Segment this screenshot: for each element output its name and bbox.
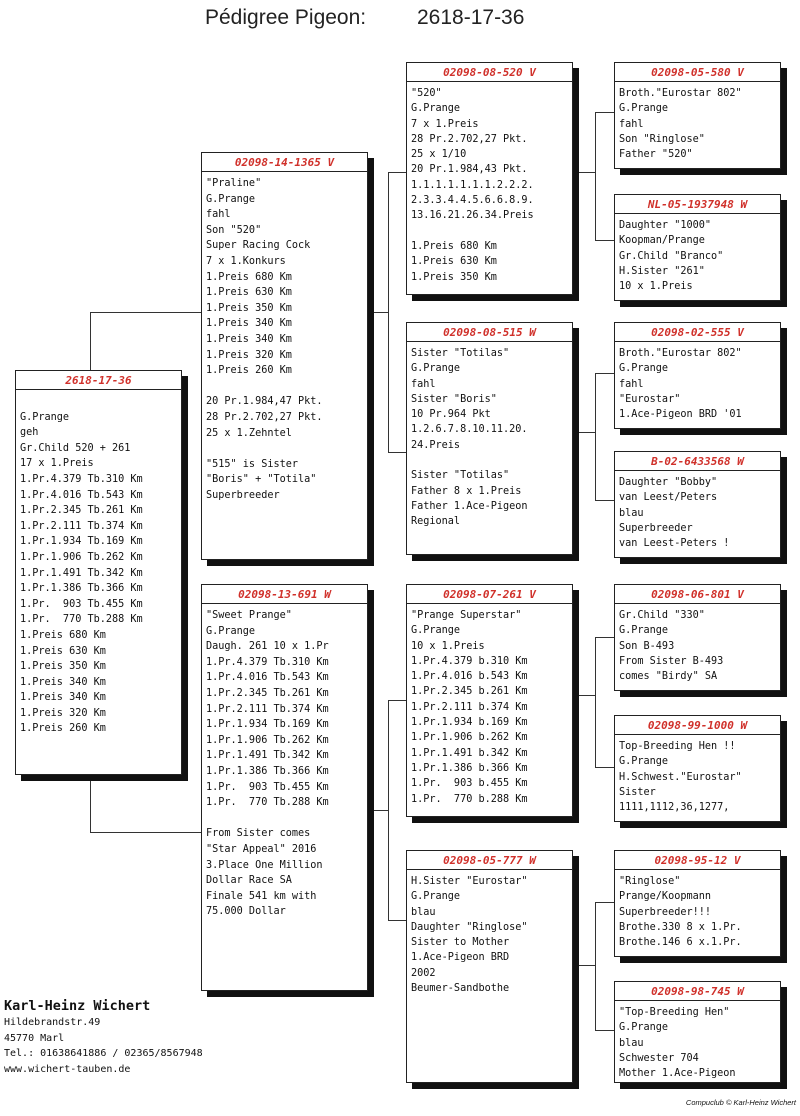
card-line: "Star Appeal" 2016 bbox=[206, 843, 317, 855]
card-line: van Leest/Peters bbox=[619, 492, 718, 504]
card-line: Father 8 x 1.Preis bbox=[411, 485, 522, 497]
connector-line bbox=[595, 637, 596, 767]
card-text bbox=[619, 86, 776, 162]
connector-line bbox=[595, 112, 596, 240]
card-line: H.Sister "Eurostar" bbox=[411, 876, 528, 887]
card-line: 2002 bbox=[411, 967, 436, 979]
card-line: "Prange Superstar" bbox=[411, 610, 522, 621]
card-line: 10 x 1.Preis bbox=[619, 281, 693, 293]
card-line: 1.Pr.4.379 Tb.310 Km bbox=[206, 656, 329, 668]
card-line: 1.Ace-Pigeon BRD bbox=[411, 952, 510, 964]
connector-line bbox=[573, 172, 595, 173]
card-line: 1.Preis 350 Km bbox=[206, 302, 292, 314]
card-line: 1.Pr.1.386 Tb.366 Km bbox=[206, 765, 329, 777]
ring-number: 02098-06-801 V bbox=[615, 588, 780, 604]
connector-line bbox=[573, 432, 595, 433]
card-line: "Praline" bbox=[206, 178, 262, 189]
card-line: 20 Pr.1.984,47 Pkt. bbox=[206, 396, 323, 408]
card-line: Regional bbox=[411, 516, 461, 528]
card-line: 1.Pr.1.934 Tb.169 Km bbox=[206, 719, 329, 731]
card-line: Son "520" bbox=[206, 224, 262, 236]
card-line: G.Prange bbox=[411, 103, 461, 115]
card-line: H.Schwest."Eurostar" bbox=[619, 771, 742, 783]
pedigree-card-fmf bbox=[614, 322, 781, 429]
card-line: 1.Preis 340 Km bbox=[20, 692, 106, 704]
card-line: Son "Ringlose" bbox=[619, 133, 705, 145]
ring-number: 02098-14-1365 V bbox=[202, 156, 367, 172]
card-line: Prange/Koopmann bbox=[619, 891, 712, 903]
card-line: 1.Preis 340 Km bbox=[206, 318, 292, 330]
card-line: "520" bbox=[411, 88, 442, 99]
card-line: G.Prange bbox=[206, 625, 256, 637]
card-line: 1.Pr.1.906 b.262 Km bbox=[411, 732, 528, 744]
page-title bbox=[0, 6, 800, 30]
connector-line bbox=[595, 1030, 614, 1031]
card-line: "Sweet Prange" bbox=[206, 610, 292, 621]
card-line: 1.Preis 630 Km bbox=[20, 645, 106, 657]
card-line: 1.Pr.2.345 Tb.261 Km bbox=[206, 687, 329, 699]
card-line: 1.Pr. 770 Tb.288 Km bbox=[206, 797, 329, 809]
card-line: Super Racing Cock bbox=[206, 240, 311, 252]
card-text bbox=[619, 608, 776, 684]
card-line: 1.Preis 630 Km bbox=[206, 287, 292, 299]
card-line: 1.Pr. 903 Tb.455 Km bbox=[20, 598, 143, 610]
card-line: 1.2.6.7.8.10.11.20. bbox=[411, 424, 528, 436]
card-line: 1.Pr.4.016 b.543 Km bbox=[411, 671, 528, 683]
pedigree-card-mfm bbox=[614, 715, 781, 822]
card-line: 7 x 1.Preis bbox=[411, 118, 479, 130]
connector-line bbox=[595, 500, 614, 501]
connector-line bbox=[595, 373, 614, 374]
card-line: 1.Pr.4.016 Tb.543 Km bbox=[20, 489, 143, 501]
card-line: 1.Preis 260 Km bbox=[206, 365, 292, 377]
card-line: blau bbox=[619, 507, 644, 519]
card-line: 28 Pr.2.702,27 Pkt. bbox=[206, 411, 323, 423]
connector-line bbox=[368, 810, 388, 811]
card-line: 1.Preis 340 Km bbox=[206, 333, 292, 345]
pedigree-card-fm bbox=[406, 322, 573, 555]
card-line: 10 x 1.Preis bbox=[411, 640, 485, 652]
card-text bbox=[619, 874, 776, 950]
card-line: G.Prange bbox=[411, 891, 461, 903]
card-line: Sister "Boris" bbox=[411, 393, 497, 405]
card-line: 75.000 Dollar bbox=[206, 906, 286, 918]
card-line: 1.Preis 630 Km bbox=[411, 256, 497, 268]
pedigree-card-fmm bbox=[614, 451, 781, 558]
connector-line bbox=[388, 700, 389, 920]
connector-line bbox=[595, 767, 614, 768]
card-line: Dollar Race SA bbox=[206, 875, 292, 887]
card-line: Superbreeder!!! bbox=[619, 906, 712, 918]
card-line: "Ringlose" bbox=[619, 876, 681, 887]
card-line: 24.Preis bbox=[411, 439, 461, 451]
card-line bbox=[206, 441, 363, 457]
card-line: G.Prange bbox=[411, 625, 461, 637]
card-line: Father 1.Ace-Pigeon bbox=[411, 500, 528, 512]
card-line: blau bbox=[619, 1037, 644, 1049]
connector-line bbox=[573, 965, 595, 966]
connector-line bbox=[595, 902, 596, 1030]
card-line: 2.3.3.4.4.5.6.6.8.9. bbox=[411, 195, 534, 207]
card-line: 1.Preis 320 Km bbox=[20, 707, 106, 719]
card-line: geh bbox=[20, 427, 39, 439]
card-line: Son B-493 bbox=[619, 640, 675, 652]
ring-number: 02098-07-261 V bbox=[407, 588, 572, 604]
connector-line bbox=[388, 172, 406, 173]
connector-line bbox=[368, 312, 388, 313]
card-text bbox=[411, 874, 568, 996]
pedigree-card-mf bbox=[406, 584, 573, 817]
card-line: 28 Pr.2.702,27 Pkt. bbox=[411, 133, 528, 145]
card-text bbox=[411, 86, 568, 285]
pedigree-card-mmm bbox=[614, 981, 781, 1083]
card-line: 1.Pr.1.906 Tb.262 Km bbox=[206, 734, 329, 746]
card-line: 1.Pr.1.491 Tb.342 Km bbox=[206, 750, 329, 762]
ring-number: 02098-08-515 W bbox=[407, 326, 572, 342]
card-line: G.Prange bbox=[619, 625, 669, 637]
card-line: Beumer-Sandbothe bbox=[411, 983, 510, 995]
pedigree-card-father bbox=[201, 152, 368, 560]
card-line: Daughter "Bobby" bbox=[619, 477, 718, 488]
card-line: Father "520" bbox=[619, 149, 693, 161]
connector-line bbox=[388, 172, 389, 452]
pedigree-card-subject bbox=[15, 370, 182, 775]
card-line: Finale 541 km with bbox=[206, 890, 317, 902]
pedigree-card-mmf bbox=[614, 850, 781, 957]
pedigree-card-fff bbox=[614, 62, 781, 169]
card-line: 25 x 1.Zehntel bbox=[206, 427, 292, 439]
card-line: 1.Pr.2.111 b.374 Km bbox=[411, 701, 528, 713]
card-line: 1.Preis 350 Km bbox=[411, 271, 497, 283]
ring-number: B-02-6433568 W bbox=[615, 455, 780, 471]
card-line: blau bbox=[411, 906, 436, 918]
card-line: 25 x 1/10 bbox=[411, 149, 467, 161]
card-line: 1.Pr.1.906 Tb.262 Km bbox=[20, 551, 143, 563]
card-line: 1.Preis 320 Km bbox=[206, 349, 292, 361]
card-line: comes "Birdy" SA bbox=[619, 671, 718, 683]
card-line: From Sister comes bbox=[206, 828, 311, 840]
card-line: H.Sister "261" bbox=[619, 265, 705, 277]
card-line: 13.16.21.26.34.Preis bbox=[411, 210, 534, 222]
owner-city: 45770 Marl bbox=[4, 1032, 65, 1044]
ring-number: 02098-08-520 V bbox=[407, 66, 572, 82]
card-text bbox=[619, 346, 776, 422]
connector-line bbox=[573, 695, 595, 696]
card-line: Daugh. 261 10 x 1.Pr bbox=[206, 641, 329, 653]
connector-line bbox=[90, 312, 201, 313]
card-line: G.Prange bbox=[619, 103, 669, 115]
card-line: 7 x 1.Konkurs bbox=[206, 255, 286, 267]
card-line: Sister bbox=[619, 786, 656, 798]
connector-line bbox=[595, 112, 614, 113]
card-text bbox=[619, 475, 776, 551]
card-line: Gr.Child "330" bbox=[619, 610, 705, 621]
card-line bbox=[206, 811, 363, 827]
card-line: 1.Preis 680 Km bbox=[20, 629, 106, 641]
card-line: G.Prange bbox=[619, 1022, 669, 1034]
card-line: 1.1.1.1.1.1.1.2.2.2. bbox=[411, 179, 534, 191]
card-line: 1.Preis 350 Km bbox=[20, 661, 106, 673]
connector-line bbox=[388, 452, 406, 453]
card-line: Superbreeder bbox=[206, 489, 280, 501]
card-line: G.Prange bbox=[619, 363, 669, 375]
card-line: From Sister B-493 bbox=[619, 655, 724, 667]
connector-line bbox=[595, 637, 614, 638]
card-line: Daughter "1000" bbox=[619, 220, 712, 231]
card-line: "Boris" + "Totila" bbox=[206, 474, 317, 486]
card-line: Brothe.146 6 x.1.Pr. bbox=[619, 937, 742, 949]
card-line: "515" is Sister bbox=[206, 458, 299, 470]
card-line: Brothe.330 8 x 1.Pr. bbox=[619, 921, 742, 933]
ring-number: 2618-17-36 bbox=[16, 374, 181, 390]
card-line: Daughter "Ringlose" bbox=[411, 921, 528, 933]
ring-number: 02098-13-691 W bbox=[202, 588, 367, 604]
card-text bbox=[411, 346, 568, 530]
connector-line bbox=[595, 373, 596, 500]
card-line: fahl bbox=[206, 209, 231, 221]
card-line: Top-Breeding Hen !! bbox=[619, 741, 736, 752]
card-line: 1.Preis 340 Km bbox=[20, 676, 106, 688]
card-line: G.Prange bbox=[411, 363, 461, 375]
card-line: Schwester 704 bbox=[619, 1052, 699, 1064]
ring-number: 02098-99-1000 W bbox=[615, 719, 780, 735]
card-line: 1.Preis 680 Km bbox=[206, 271, 292, 283]
card-line: Broth."Eurostar 802" bbox=[619, 88, 742, 99]
card-line: 1.Ace-Pigeon BRD '01 bbox=[619, 409, 742, 421]
title-ring: 2618-17-36 bbox=[417, 6, 525, 29]
pedigree-card-ff bbox=[406, 62, 573, 295]
connector-line bbox=[90, 832, 201, 833]
card-line: fahl bbox=[619, 378, 644, 390]
card-line: 10 Pr.964 Pkt bbox=[411, 409, 491, 421]
card-text bbox=[619, 739, 776, 815]
card-line: "Eurostar" bbox=[619, 393, 681, 405]
card-line: 1.Pr.2.111 Tb.374 Km bbox=[20, 520, 143, 532]
card-line: Superbreeder bbox=[619, 522, 693, 534]
card-line: 1.Pr.1.386 b.366 Km bbox=[411, 762, 528, 774]
pedigree-card-ffm bbox=[614, 194, 781, 301]
card-line: 1.Pr.2.345 b.261 Km bbox=[411, 686, 528, 698]
card-line: 1.Pr.2.345 Tb.261 Km bbox=[20, 505, 143, 517]
card-line: 17 x 1.Preis bbox=[20, 458, 94, 470]
card-line: 1.Pr.1.386 Tb.366 Km bbox=[20, 583, 143, 595]
connector-line bbox=[595, 902, 614, 903]
card-line: 1.Pr.4.379 b.310 Km bbox=[411, 655, 528, 667]
card-line bbox=[411, 224, 568, 239]
owner-phone: Tel.: 01638641886 / 02365/8567948 bbox=[4, 1048, 203, 1060]
card-line: 1.Pr.1.934 Tb.169 Km bbox=[20, 536, 143, 548]
card-line bbox=[20, 394, 177, 410]
card-line: 1.Pr.1.491 b.342 Km bbox=[411, 747, 528, 759]
credit-text: Compuclub © Karl-Heinz Wichert bbox=[685, 1098, 796, 1107]
card-line: G.Prange bbox=[619, 756, 669, 768]
card-line: 1.Pr.2.111 Tb.374 Km bbox=[206, 703, 329, 715]
card-line: fahl bbox=[411, 378, 436, 390]
card-line: 1111,1112,36,1277, bbox=[619, 802, 730, 814]
card-line: 1.Preis 260 Km bbox=[20, 723, 106, 735]
pedigree-card-mm bbox=[406, 850, 573, 1083]
card-line: 1.Pr.4.379 Tb.310 Km bbox=[20, 473, 143, 485]
title-label: Pédigree Pigeon: bbox=[205, 6, 367, 29]
ring-number: 02098-98-745 W bbox=[615, 985, 780, 1001]
ring-number: NL-05-1937948 W bbox=[615, 198, 780, 214]
card-line: van Leest-Peters ! bbox=[619, 538, 730, 550]
ring-number: 02098-05-580 V bbox=[615, 66, 780, 82]
pedigree-card-mother bbox=[201, 584, 368, 991]
card-line: 1.Pr. 770 Tb.288 Km bbox=[20, 614, 143, 626]
card-line: 1.Pr.4.016 Tb.543 Km bbox=[206, 672, 329, 684]
card-line: 1.Pr.1.491 Tb.342 Km bbox=[20, 567, 143, 579]
card-line: 3.Place One Million bbox=[206, 859, 323, 871]
owner-name: Karl-Heinz Wichert bbox=[4, 998, 151, 1014]
card-line: 1.Pr. 770 b.288 Km bbox=[411, 793, 528, 805]
owner-street: Hildebrandstr.49 bbox=[4, 1017, 101, 1028]
card-text bbox=[619, 1005, 776, 1081]
card-text bbox=[619, 218, 776, 294]
card-line bbox=[206, 379, 363, 395]
card-line: Broth."Eurostar 802" bbox=[619, 348, 742, 359]
connector-line bbox=[595, 240, 614, 241]
card-line bbox=[411, 453, 568, 468]
connector-line bbox=[90, 312, 91, 370]
card-text bbox=[20, 394, 177, 737]
owner-website-link[interactable]: www.wichert-tauben.de bbox=[4, 1063, 131, 1075]
owner-contact bbox=[4, 997, 203, 1077]
card-line: G.Prange bbox=[20, 411, 70, 423]
connector-line bbox=[388, 920, 406, 921]
card-line: Sister "Totilas" bbox=[411, 470, 510, 482]
card-line: 20 Pr.1.984,43 Pkt. bbox=[411, 164, 528, 176]
card-line: Sister to Mother bbox=[411, 937, 510, 949]
card-line: Gr.Child 520 + 261 bbox=[20, 442, 131, 454]
connector-line bbox=[388, 700, 406, 701]
card-line: Mother 1.Ace-Pigeon bbox=[619, 1068, 736, 1080]
card-line: Sister "Totilas" bbox=[411, 348, 510, 359]
card-line: fahl bbox=[619, 118, 644, 130]
card-line: 1.Pr.1.934 b.169 Km bbox=[411, 717, 528, 729]
ring-number: 02098-05-777 W bbox=[407, 854, 572, 870]
card-line: Koopman/Prange bbox=[619, 235, 705, 247]
card-line: Gr.Child "Branco" bbox=[619, 250, 724, 262]
ring-number: 02098-95-12 V bbox=[615, 854, 780, 870]
connector-line bbox=[90, 775, 91, 833]
card-line: G.Prange bbox=[206, 193, 256, 205]
card-text bbox=[206, 176, 363, 503]
card-line: 1.Pr. 903 Tb.455 Km bbox=[206, 781, 329, 793]
card-line: 1.Pr. 903 b.455 Km bbox=[411, 778, 528, 790]
card-text bbox=[206, 608, 363, 920]
card-line: "Top-Breeding Hen" bbox=[619, 1007, 730, 1018]
ring-number: 02098-02-555 V bbox=[615, 326, 780, 342]
pedigree-card-mff bbox=[614, 584, 781, 691]
card-text bbox=[411, 608, 568, 807]
card-line: 1.Preis 680 Km bbox=[411, 240, 497, 252]
